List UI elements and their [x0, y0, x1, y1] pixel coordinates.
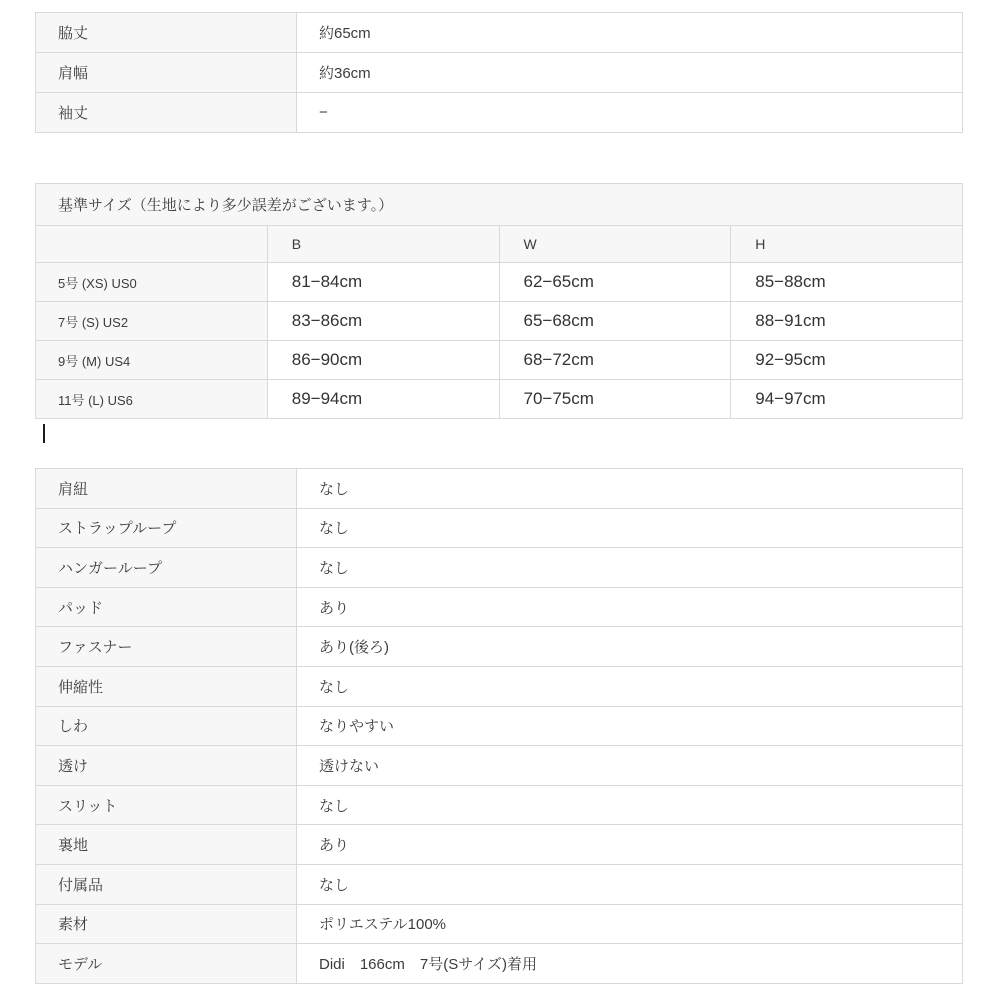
spec-label: モデル: [36, 944, 297, 984]
spec-label: 透け: [36, 746, 297, 786]
table-row: [36, 944, 963, 984]
spec-label: 付属品: [36, 864, 297, 904]
spec-value: あり(後ろ): [297, 627, 963, 667]
table-row: [36, 746, 963, 786]
measurement-label: 袖丈: [36, 93, 297, 133]
size-row-label: 9号 (M) US4: [36, 341, 268, 380]
size-row-label: 7号 (S) US2: [36, 302, 268, 341]
spec-label: 肩紐: [36, 469, 297, 509]
size-bust-value: 89−94cm: [267, 380, 499, 419]
size-waist-value: 70−75cm: [499, 380, 731, 419]
spec-label: 素材: [36, 904, 297, 944]
spec-value: なし: [297, 548, 963, 588]
spec-value: なし: [297, 785, 963, 825]
spec-value: なし: [297, 666, 963, 706]
table-row: [36, 706, 963, 746]
size-table-caption: 基準サイズ（生地により多少誤差がございます。）: [36, 184, 963, 226]
size-bust-value: 81−84cm: [267, 263, 499, 302]
measurement-value: −: [297, 93, 963, 133]
spec-label: ファスナー: [36, 627, 297, 667]
spec-label: ストラップループ: [36, 508, 297, 548]
table-row: [36, 508, 963, 548]
size-waist-value: 62−65cm: [499, 263, 731, 302]
spec-value: Didi 166cm 7号(Sサイズ)着用: [297, 944, 963, 984]
table-row: [36, 302, 963, 341]
table-row: [36, 587, 963, 627]
table-row: [36, 548, 963, 588]
spec-value: なし: [297, 469, 963, 509]
spec-value: あり: [297, 825, 963, 865]
size-col-header-waist: W: [499, 226, 731, 263]
measurement-table: [35, 12, 963, 133]
size-waist-value: 68−72cm: [499, 341, 731, 380]
size-hip-value: 85−88cm: [731, 263, 963, 302]
table-row: [36, 53, 963, 93]
spec-value: 透けない: [297, 746, 963, 786]
spec-label: しわ: [36, 706, 297, 746]
size-row-label: 11号 (L) US6: [36, 380, 268, 419]
spec-label: 裏地: [36, 825, 297, 865]
table-row: [36, 666, 963, 706]
spec-value: あり: [297, 587, 963, 627]
size-bust-value: 83−86cm: [267, 302, 499, 341]
table-row: [36, 184, 963, 226]
size-bust-value: 86−90cm: [267, 341, 499, 380]
spec-value: なし: [297, 864, 963, 904]
spec-value: なりやすい: [297, 706, 963, 746]
table-row: [36, 341, 963, 380]
size-row-label: 5号 (XS) US0: [36, 263, 268, 302]
spec-value: なし: [297, 508, 963, 548]
spec-value: ポリエステル100%: [297, 904, 963, 944]
table-row: [36, 13, 963, 53]
text-cursor: [43, 424, 45, 443]
table-row: [36, 93, 963, 133]
size-hip-value: 94−97cm: [731, 380, 963, 419]
size-waist-value: 65−68cm: [499, 302, 731, 341]
table-row: [36, 627, 963, 667]
table-row: [36, 226, 963, 263]
table-row: [36, 469, 963, 509]
table-row: [36, 263, 963, 302]
table-row: [36, 864, 963, 904]
table-row: [36, 380, 963, 419]
measurement-value: 約36cm: [297, 53, 963, 93]
spec-label: スリット: [36, 785, 297, 825]
measurement-label: 肩幅: [36, 53, 297, 93]
measurement-value: 約65cm: [297, 13, 963, 53]
spec-label: パッド: [36, 587, 297, 627]
measurement-label: 脇丈: [36, 13, 297, 53]
spec-table: [35, 468, 963, 984]
size-col-header-bust: B: [267, 226, 499, 263]
size-hip-value: 88−91cm: [731, 302, 963, 341]
table-row: [36, 904, 963, 944]
table-row: [36, 825, 963, 865]
spec-label: 伸縮性: [36, 666, 297, 706]
size-hip-value: 92−95cm: [731, 341, 963, 380]
table-row: [36, 785, 963, 825]
size-col-header-empty: [36, 226, 268, 263]
size-col-header-hip: H: [731, 226, 963, 263]
spec-label: ハンガーループ: [36, 548, 297, 588]
size-table: [35, 183, 963, 419]
